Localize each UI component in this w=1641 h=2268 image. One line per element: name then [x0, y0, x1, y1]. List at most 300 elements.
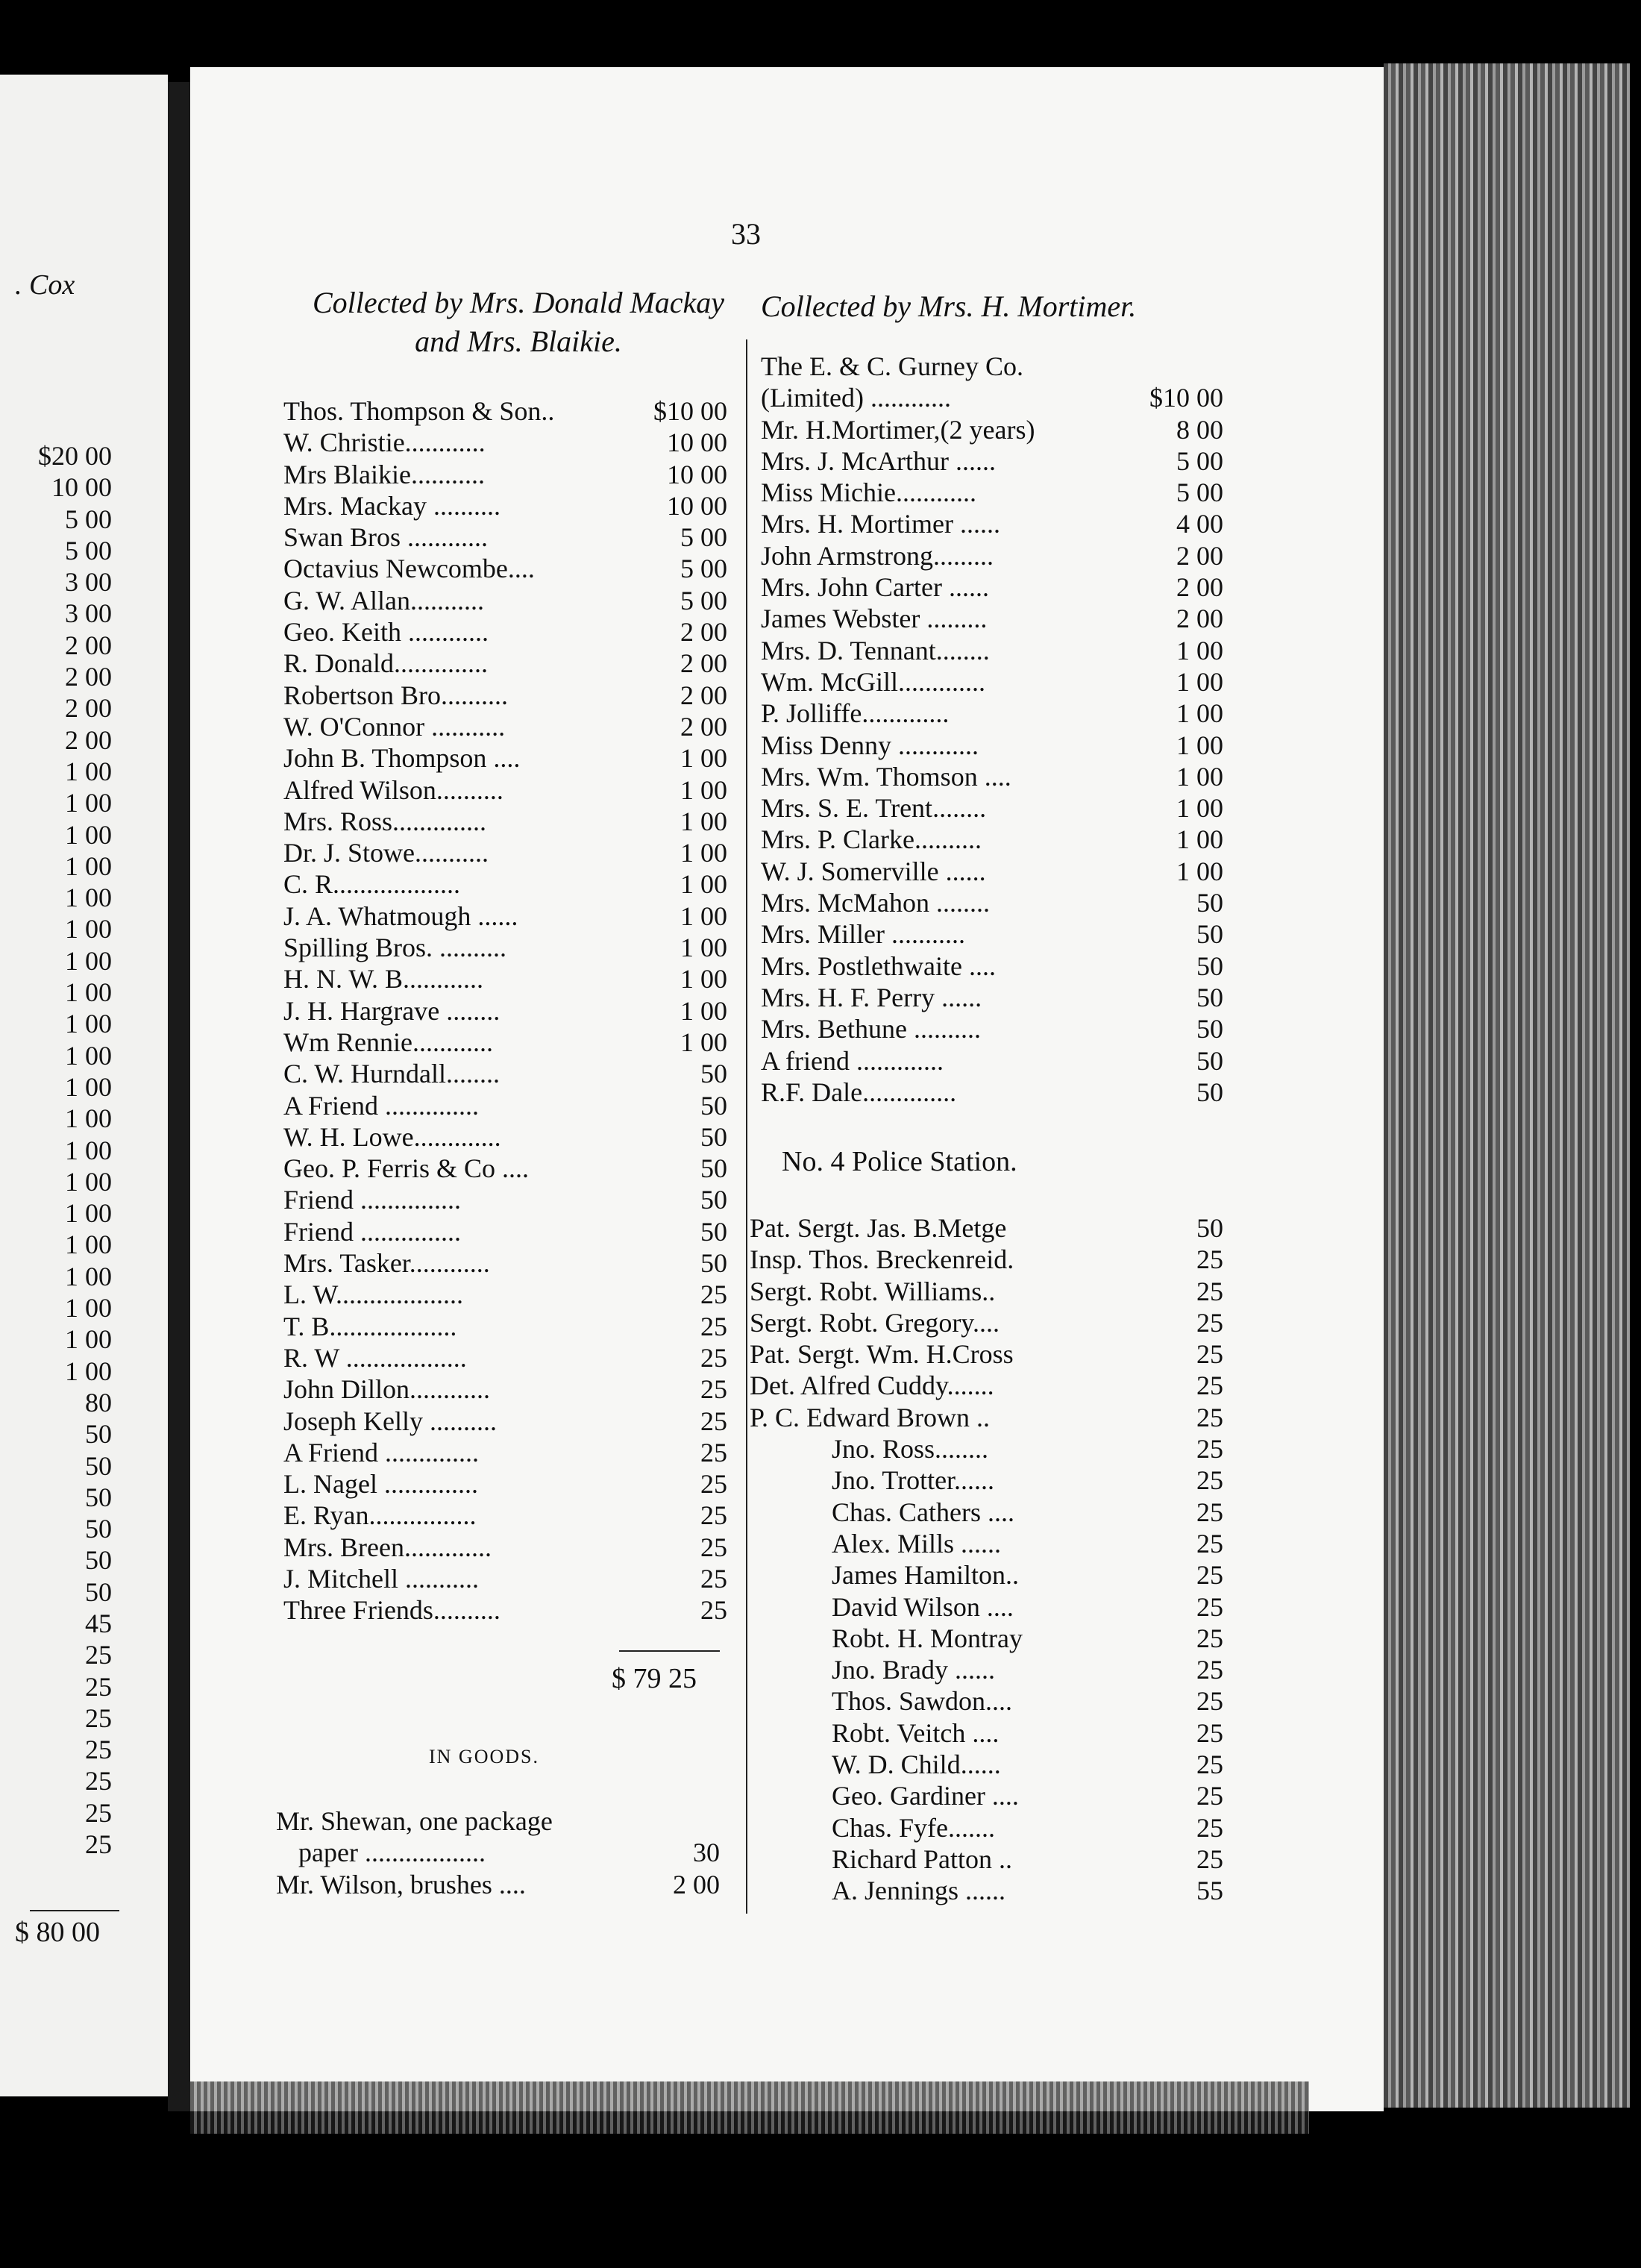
list-item [750, 1497, 1223, 1528]
entry-amount: 25 [700, 1374, 727, 1405]
entry-name: David Wilson .... [832, 1591, 1014, 1622]
entry-name: C. R................... [283, 869, 461, 900]
entry-name: E. Ryan................ [283, 1500, 477, 1531]
entry-amount: 1 00 [680, 774, 727, 805]
entry-name: Mr. Shewan, one package [276, 1806, 553, 1836]
list-item [0, 1639, 149, 1670]
left-page [0, 75, 168, 2096]
entry-amount: 1 00 [680, 869, 727, 900]
page-number: 33 [731, 217, 761, 251]
entry-amount: 8 00 [1176, 414, 1223, 445]
entry-amount: 1 00 [680, 1027, 727, 1057]
left-page-total: $ 80 00 [15, 1917, 100, 1948]
entry-name: L. W................... [283, 1279, 464, 1310]
entry-name: Mrs. J. McArthur ...... [761, 445, 996, 476]
list-item [283, 1500, 727, 1531]
list-item [0, 1261, 149, 1292]
entry-amount: 50 [700, 1153, 727, 1184]
entry-name: Geo. P. Ferris & Co .... [283, 1153, 530, 1184]
entry-amount: 50 [700, 1248, 727, 1279]
list-item [283, 1532, 727, 1563]
entry-name: W. Christie............ [283, 427, 486, 458]
list-item [0, 440, 149, 472]
list-item [761, 761, 1223, 792]
entry-name: Miss Denny ............ [761, 730, 979, 760]
left-column-heading: Collected by Mrs. Donald Mackay and Mrs. Blaikie. [312, 286, 725, 358]
entry-name: P. C. Edward Brown .. [750, 1402, 990, 1432]
entry-name: Sergt. Robt. Gregory.... [750, 1307, 1000, 1338]
list-item [283, 1373, 727, 1405]
entry-amount: 25 [1196, 1276, 1223, 1306]
entry-name: Mrs Blaikie........... [283, 459, 485, 489]
list-item [0, 1292, 149, 1323]
entry-name: Wm Rennie............ [283, 1027, 493, 1057]
entry-amount: 1 00 [1176, 730, 1223, 760]
entry-name: Mr. Wilson, brushes .... [276, 1869, 526, 1899]
list-item [0, 1166, 149, 1197]
entry-amount: 1 00 [680, 743, 727, 774]
list-item [750, 1685, 1223, 1717]
entry-amount: 45 [85, 1608, 112, 1638]
list-item [0, 913, 149, 945]
entry-name: Mrs. Wm. Thomson .... [761, 761, 1011, 792]
list-item [283, 1121, 727, 1153]
entry-amount: 2 00 [680, 711, 727, 742]
entry-name: Octavius Newcombe.... [283, 554, 535, 584]
list-item [283, 1437, 727, 1468]
entry-amount: 25 [1196, 1623, 1223, 1653]
entry-name: Chas. Fyfe....... [832, 1812, 995, 1843]
entry-amount: 50 [1196, 888, 1223, 918]
list-item [750, 1717, 1223, 1749]
entry-name: Mrs. Postlethwaite .... [761, 950, 996, 981]
entry-name: L. Nagel .............. [283, 1469, 478, 1500]
entry-amount: 25 [1196, 1339, 1223, 1370]
entry-name: Wm. McGill............. [761, 666, 985, 697]
entry-amount: 25 [1196, 1370, 1223, 1401]
entry-name: Mrs. Tasker............ [283, 1248, 490, 1279]
list-item [283, 1342, 727, 1373]
left-column-total-rule [619, 1650, 720, 1652]
entry-amount: 25 [1196, 1749, 1223, 1780]
entry-amount: 2 00 [680, 680, 727, 710]
list-item [761, 1013, 1223, 1044]
entry-amount: 1 00 [65, 1071, 112, 1102]
entry-name: A. Jennings ...... [832, 1876, 1005, 1906]
entry-amount: 50 [1196, 982, 1223, 1012]
list-item [283, 395, 727, 427]
entry-name: Thos. Sawdon.... [832, 1686, 1012, 1717]
entry-name: H. N. W. B............ [283, 964, 484, 994]
list-item [761, 950, 1223, 982]
list-item [750, 1402, 1223, 1433]
entry-amount: 2 00 [65, 662, 112, 692]
entry-amount: 50 [85, 1514, 112, 1544]
list-item [283, 1058, 727, 1089]
entry-amount: 1 00 [65, 1198, 112, 1229]
list-item [283, 1279, 727, 1310]
entry-name: Mrs. Bethune .......... [761, 1014, 981, 1044]
list-item [750, 1244, 1223, 1275]
entry-amount: 30 [693, 1838, 720, 1868]
entry-name: R. W .................. [283, 1342, 467, 1373]
entry-amount: 25 [85, 1671, 112, 1702]
entry-amount: 25 [85, 1829, 112, 1860]
entry-amount: 1 00 [1176, 793, 1223, 824]
entry-amount: 1 00 [65, 1135, 112, 1165]
entry-amount: 50 [700, 1185, 727, 1215]
list-item [0, 1418, 149, 1450]
entry-amount: 25 [85, 1640, 112, 1670]
list-item [0, 1765, 149, 1796]
entry-amount: 25 [1196, 1843, 1223, 1874]
entry-amount: 50 [85, 1482, 112, 1512]
list-item [283, 1184, 727, 1215]
list-item [761, 1077, 1223, 1108]
entry-amount: 25 [1196, 1402, 1223, 1432]
entry-amount: 25 [1196, 1244, 1223, 1275]
entry-amount: 1 00 [680, 933, 727, 963]
entry-amount: 1 00 [65, 883, 112, 913]
entry-name: Friend ............... [283, 1216, 461, 1247]
list-item [761, 698, 1223, 729]
entry-amount: 2 00 [1176, 540, 1223, 571]
list-item [761, 603, 1223, 634]
entry-amount: 1 00 [65, 1261, 112, 1291]
list-item [750, 1591, 1223, 1623]
entry-amount: 2 00 [680, 648, 727, 679]
police-station-heading: No. 4 Police Station. [782, 1146, 1017, 1177]
list-item [0, 1482, 149, 1513]
entry-name: Robt. Veitch .... [832, 1717, 1000, 1748]
entry-name: Insp. Thos. Breckenreid. [750, 1244, 1014, 1275]
list-item [0, 1450, 149, 1482]
entry-amount: 10 00 [667, 459, 727, 489]
list-item [283, 1406, 727, 1437]
entry-name: John B. Thompson .... [283, 743, 521, 774]
right-column-entries [761, 351, 1223, 1108]
entry-amount: 1 00 [1176, 856, 1223, 886]
entry-amount: 10 00 [51, 472, 112, 503]
entry-name: A friend ............. [761, 1045, 944, 1076]
entry-amount: 25 [1196, 1497, 1223, 1527]
entry-amount: 1 00 [680, 995, 727, 1026]
entry-amount: 5 00 [65, 504, 112, 534]
list-item [283, 1216, 727, 1247]
entry-amount: 5 00 [680, 522, 727, 553]
entry-amount: 80 [85, 1387, 112, 1418]
entry-name: Geo. Keith ............ [283, 617, 489, 648]
list-item [0, 850, 149, 882]
entry-name: Miss Michie............ [761, 477, 977, 508]
entry-name: W. J. Somerville ...... [761, 856, 986, 886]
entry-amount: 2 00 [1176, 604, 1223, 634]
entry-name: R.F. Dale.............. [761, 1077, 957, 1107]
goods-item [276, 1837, 727, 1868]
entry-name: Mr. H.Mortimer,(2 years) [761, 414, 1035, 445]
entry-amount: 1 00 [65, 1293, 112, 1323]
entry-amount: 1 00 [65, 1166, 112, 1197]
list-item [0, 661, 149, 692]
list-item [761, 918, 1223, 950]
entry-name: W. D. Child...... [832, 1749, 1001, 1780]
entry-amount: 25 [85, 1797, 112, 1828]
list-item [283, 995, 727, 1027]
list-item [283, 680, 727, 711]
entry-amount: 3 00 [65, 567, 112, 598]
entry-name: Alex. Mills ...... [832, 1528, 1002, 1559]
entry-amount: 55 [1196, 1876, 1223, 1906]
entry-name: James Webster ......... [761, 604, 988, 634]
left-page-heading-fragment: . Cox [15, 269, 75, 301]
entry-amount: 50 [700, 1216, 727, 1247]
list-item [283, 427, 727, 458]
entry-amount: 1 00 [65, 1040, 112, 1071]
list-item [283, 1468, 727, 1500]
list-item [0, 819, 149, 850]
entry-amount: 4 00 [1176, 509, 1223, 539]
entry-amount: 50 [1196, 1014, 1223, 1044]
entry-amount: 1 00 [65, 850, 112, 881]
list-item [761, 540, 1223, 571]
list-item [283, 648, 727, 679]
entry-amount: 50 [85, 1545, 112, 1576]
entry-amount: 25 [700, 1532, 727, 1562]
entry-name: Det. Alfred Cuddy....... [750, 1370, 994, 1401]
entry-name: paper .................. [298, 1838, 486, 1868]
entry-name: Pat. Sergt. Jas. B.Metge [750, 1213, 1007, 1243]
list-item [761, 477, 1223, 508]
list-item [750, 1812, 1223, 1843]
list-item [0, 1513, 149, 1544]
entry-amount: 1 00 [65, 914, 112, 945]
entry-amount: 25 [85, 1702, 112, 1733]
list-item [761, 666, 1223, 698]
entry-amount: 25 [1196, 1434, 1223, 1465]
list-item [0, 1071, 149, 1103]
entry-amount: 25 [85, 1766, 112, 1796]
list-item [283, 585, 727, 616]
entry-amount: 1 00 [680, 900, 727, 931]
list-item [750, 1465, 1223, 1496]
list-item [761, 414, 1223, 445]
entry-amount: 25 [1196, 1717, 1223, 1748]
entry-name: G. W. Allan........... [283, 585, 485, 615]
entry-name: Jno. Trotter...... [832, 1465, 995, 1496]
list-item [0, 598, 149, 629]
list-item [283, 900, 727, 932]
list-item [0, 1702, 149, 1734]
list-item [283, 553, 727, 584]
list-item [750, 1338, 1223, 1370]
entry-amount: 1 00 [65, 1229, 112, 1260]
entry-name: Joseph Kelly .......... [283, 1406, 497, 1436]
list-item [283, 1247, 727, 1279]
entry-name: John Armstrong......... [761, 540, 994, 571]
list-item [283, 932, 727, 963]
goods-item [276, 1805, 727, 1837]
entry-amount: 5 00 [1176, 445, 1223, 476]
list-item [0, 756, 149, 787]
entry-amount: 1 00 [65, 1356, 112, 1386]
entry-name: Thos. Thompson & Son.. [283, 396, 555, 426]
entry-name: The E. & C. Gurney Co. [761, 351, 1023, 381]
entry-amount: 1 00 [65, 1009, 112, 1039]
entry-amount: 50 [700, 1059, 727, 1089]
entry-name: Geo. Gardiner .... [832, 1781, 1019, 1811]
goods-entries [276, 1805, 727, 1900]
entry-amount: 5 00 [65, 535, 112, 566]
entry-amount: 25 [700, 1595, 727, 1626]
list-item [0, 1387, 149, 1418]
entry-amount: 1 00 [1176, 635, 1223, 665]
list-item [0, 504, 149, 535]
entry-name: P. Jolliffe............. [761, 698, 950, 729]
entry-name: Mrs. Miller ........... [761, 919, 965, 950]
entry-name: W. O'Connor ........... [283, 711, 506, 742]
entry-amount: 25 [1196, 1686, 1223, 1717]
entry-amount: 25 [1196, 1812, 1223, 1843]
list-item [0, 535, 149, 566]
entry-amount: 50 [85, 1576, 112, 1607]
entry-name: A Friend .............. [283, 1090, 480, 1121]
list-item [761, 445, 1223, 477]
list-item [283, 459, 727, 490]
list-item [0, 724, 149, 756]
entry-amount: 10 00 [667, 490, 727, 521]
entry-amount: 25 [1196, 1591, 1223, 1622]
entry-name: Mrs. McMahon ........ [761, 888, 990, 918]
list-item [0, 630, 149, 661]
entry-amount: 25 [1196, 1528, 1223, 1559]
list-item [761, 887, 1223, 918]
book-page-edges [1384, 63, 1630, 2108]
entry-name: Mrs. Ross.............. [283, 806, 487, 836]
list-item [761, 792, 1223, 824]
entry-amount: $20 00 [38, 441, 112, 471]
list-item [283, 868, 727, 900]
book-bottom-edges [190, 2081, 1309, 2134]
list-item [761, 730, 1223, 761]
list-item [750, 1433, 1223, 1465]
entry-name: Alfred Wilson.......... [283, 774, 503, 805]
entry-amount: 50 [1196, 950, 1223, 981]
list-item [750, 1780, 1223, 1811]
entry-name: James Hamilton.. [832, 1560, 1019, 1591]
list-item [0, 1135, 149, 1166]
entry-amount: 2 00 [1176, 572, 1223, 603]
entry-amount: 25 [1196, 1307, 1223, 1338]
list-item [0, 1829, 149, 1860]
list-item [0, 1229, 149, 1260]
goods-heading: IN GOODS. [429, 1746, 539, 1767]
entry-name: Robertson Bro.......... [283, 680, 508, 710]
entry-amount: 25 [700, 1563, 727, 1594]
list-item [761, 571, 1223, 603]
list-item [750, 1749, 1223, 1780]
entry-name: T. B................... [283, 1311, 457, 1341]
list-item [750, 1212, 1223, 1244]
entry-amount: 50 [1196, 1077, 1223, 1107]
entry-amount: 10 00 [667, 427, 727, 458]
list-item [283, 521, 727, 553]
entry-name: Sergt. Robt. Williams.. [750, 1276, 996, 1306]
entry-amount: 5 00 [680, 585, 727, 615]
list-item [750, 1623, 1223, 1654]
entry-amount: 2 00 [680, 617, 727, 648]
entry-amount: 1 00 [1176, 698, 1223, 729]
entry-amount: 50 [1196, 1045, 1223, 1076]
entry-amount: 25 [700, 1279, 727, 1310]
entry-amount: 25 [700, 1469, 727, 1500]
list-item [283, 837, 727, 868]
entry-amount: $10 00 [653, 396, 727, 426]
entry-name: Jno. Brady ...... [832, 1655, 995, 1685]
goods-item [276, 1869, 727, 1900]
entry-amount: 1 00 [65, 788, 112, 818]
list-item [750, 1276, 1223, 1307]
entry-amount: 1 00 [680, 806, 727, 836]
entry-name: Spilling Bros. .......... [283, 933, 507, 963]
list-item [750, 1875, 1223, 1906]
entry-name: John Dillon............ [283, 1374, 491, 1405]
list-item [0, 1356, 149, 1387]
entry-name: Mrs. Breen............. [283, 1532, 492, 1562]
entry-name: Mrs. S. E. Trent........ [761, 793, 987, 824]
list-item [0, 566, 149, 598]
list-item [0, 1323, 149, 1355]
entry-name: Three Friends.......... [283, 1595, 501, 1626]
column-divider [746, 339, 747, 1914]
list-item [283, 711, 727, 742]
left-column-total: $ 79 25 [612, 1663, 697, 1694]
entry-amount: 1 00 [65, 977, 112, 1008]
entry-name: W. H. Lowe............. [283, 1121, 501, 1152]
entry-name: Dr. J. Stowe........... [283, 838, 489, 868]
entry-name: Chas. Cathers .... [832, 1497, 1014, 1527]
list-item [0, 1734, 149, 1765]
entry-amount: 1 00 [1176, 824, 1223, 855]
list-item [283, 963, 727, 994]
right-column-heading: Collected by Mrs. H. Mortimer. [761, 289, 1137, 323]
entry-amount: 25 [1196, 1465, 1223, 1496]
entry-amount: 1 00 [65, 1324, 112, 1355]
list-item [283, 774, 727, 806]
list-item [0, 977, 149, 1008]
entry-name: Richard Patton .. [832, 1843, 1012, 1874]
entry-name: Swan Bros ............ [283, 522, 489, 553]
entry-name: Pat. Sergt. Wm. H.Cross [750, 1339, 1014, 1370]
entry-amount: 1 00 [1176, 761, 1223, 792]
entry-amount: 1 00 [65, 819, 112, 850]
list-item [283, 616, 727, 648]
book-gutter [168, 82, 190, 2111]
list-item [750, 1528, 1223, 1559]
list-item [0, 1576, 149, 1608]
police-entries [750, 1212, 1223, 1907]
entry-name: Mrs. P. Clarke.......... [761, 824, 982, 855]
list-item [283, 1090, 727, 1121]
entry-amount: 1 00 [65, 756, 112, 786]
list-item [750, 1307, 1223, 1338]
entry-name: Mrs. Mackay .......... [283, 490, 501, 521]
left-page-total-rule [30, 1910, 119, 1911]
entry-name: J. Mitchell ........... [283, 1563, 479, 1594]
list-item [0, 1008, 149, 1039]
entry-amount: 1 00 [1176, 666, 1223, 697]
entry-name: (Limited) ............ [761, 383, 951, 413]
list-item [0, 882, 149, 913]
